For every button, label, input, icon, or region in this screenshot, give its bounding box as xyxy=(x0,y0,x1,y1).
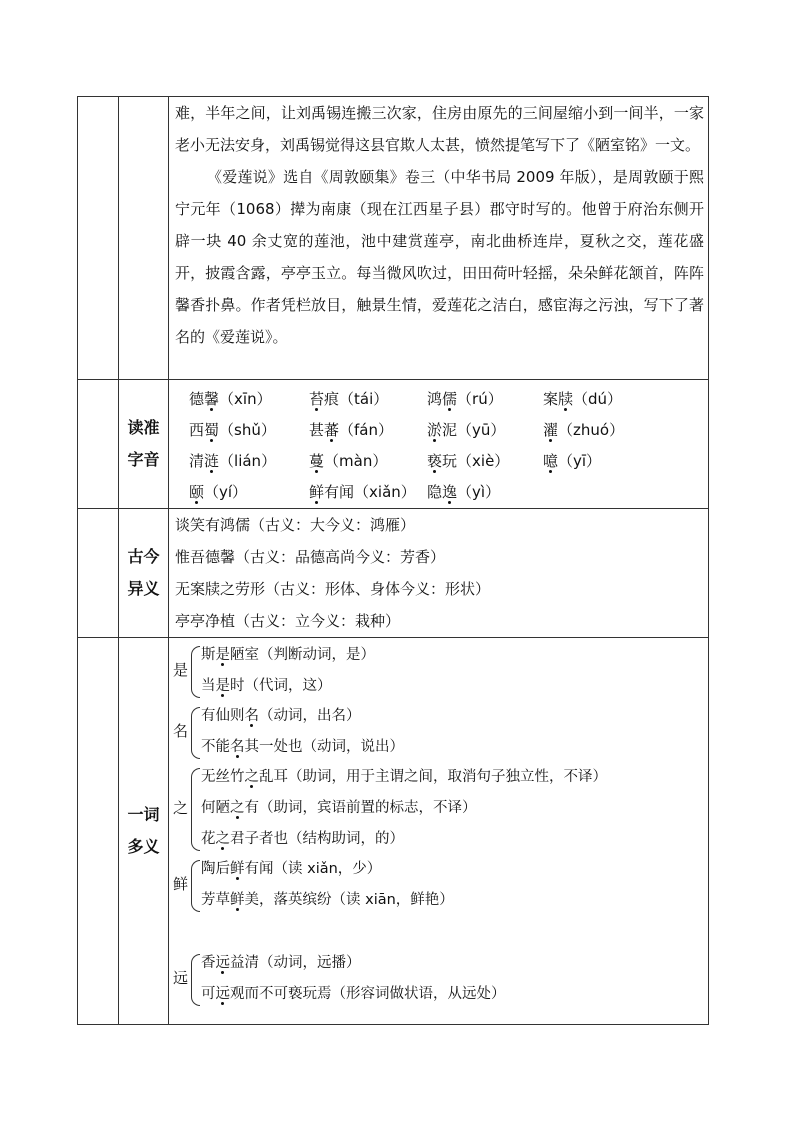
pronunciation-item: 濯（zhuó） xyxy=(543,421,625,439)
pinyin: （rú） xyxy=(457,390,503,408)
pronunciation-item: 颐（yí） xyxy=(189,483,248,501)
ancient-modern-row xyxy=(78,509,709,638)
polysemy-entry: 有仙则名（动词，出名） xyxy=(201,708,361,724)
polysemy-entry: 不能名其一处也（动词，说出） xyxy=(201,739,404,755)
polysemy-label: 一词 多义 xyxy=(119,638,169,1025)
brace-bracket xyxy=(191,707,200,759)
brace-bracket xyxy=(191,646,200,698)
background-paragraph: 难，半年之间，让刘禹锡连搬三次家，住房由原先的三间屋缩小到一间半，一家老小无法安身，刘禹锡觉得这县官欺人太甚，愤然提笔写下了《陋室铭》一文。 xyxy=(175,104,704,154)
blank-cell xyxy=(78,380,119,509)
background-row xyxy=(78,97,709,380)
ancient-modern-item: 亭亭净植（古义：立今义：栽种） xyxy=(175,612,401,630)
pronunciation-item: 鲜有闻（xiǎn） xyxy=(309,483,416,501)
polysemy-char: 鲜 xyxy=(173,875,189,893)
polysemy-entry: 芳草鲜美，落英缤纷（读 xiān，鲜艳） xyxy=(201,892,454,908)
polysemy-char: 远 xyxy=(173,969,189,987)
pinyin: （fán） xyxy=(339,421,394,439)
ancient-modern-cell xyxy=(169,509,709,638)
blank-label-cell xyxy=(119,97,169,380)
background-text-cell xyxy=(169,97,709,380)
pronunciation-row xyxy=(78,380,709,509)
blank-cell xyxy=(78,638,119,1025)
pronunciation-label: 读准 字音 xyxy=(119,380,169,509)
pinyin: （shǔ） xyxy=(219,421,276,439)
pronunciation-item: 蔓（màn） xyxy=(309,452,388,470)
pinyin: （yū） xyxy=(457,421,506,439)
pronunciation-item: 亵玩（xiè） xyxy=(427,452,510,470)
lesson-table xyxy=(77,96,709,1025)
pinyin: （xīn） xyxy=(219,390,272,408)
pronunciation-item: 苔痕（tái） xyxy=(309,390,389,408)
pronunciation-grid xyxy=(169,380,708,508)
pinyin: （zhuó） xyxy=(558,421,625,439)
polysemy-entry: 花之君子者也（结构助词，的） xyxy=(201,831,404,847)
polysemy-cell xyxy=(169,638,709,1025)
pinyin: （xiè） xyxy=(457,452,510,470)
polysemy-entry: 陶后鲜有闻（读 xiǎn，少） xyxy=(201,861,382,877)
blank-cell xyxy=(78,509,119,638)
ancient-modern-item: 谈笑有鸿儒（古义：大今义：鸿雁） xyxy=(175,516,416,534)
background-paragraph: 《爱莲说》选自《周敦颐集》卷三（中华书局 2009 年版），是周敦颐于熙宁元年（1068）撵为南康（现在江西星子县）郡守时写的。他曾于府治东侧开辟一块 40 余丈宽的莲池，池中建赏莲亭，南北曲桥连岸，夏秋之交，莲花盛开，披霞含露，亭亭玉立。每当微风吹过，田田荷叶轻摇，朵朵鲜花颔首，阵阵馨香扑鼻。作者凭栏放目，触景生情，爱莲花之洁白，感宦海之污浊，写下了著名的《爱莲说》。 xyxy=(175,168,704,346)
pronunciation-item: 案牍（dú） xyxy=(543,390,623,408)
pinyin: （dú） xyxy=(573,390,623,408)
polysemy-entry: 无丝竹之乱耳（助词，用于主谓之间，取消句子独立性，不译） xyxy=(201,769,607,785)
ancient-modern-item: 惟吾德馨（古义：品德高尚今义：芳香） xyxy=(175,548,446,566)
polysemy-row xyxy=(78,638,709,1025)
polysemy-entry: 斯是陋室（判断动词，是） xyxy=(201,647,375,663)
pinyin: （yì） xyxy=(457,483,501,501)
pinyin: （yī） xyxy=(558,452,602,470)
ancient-modern-item: 无案牍之劳形（古义：形体、身体今义：形状） xyxy=(175,580,491,598)
polysemy-entry: 可远观而不可亵玩焉（形容词做状语，从远处） xyxy=(201,986,506,1002)
ancient-modern-label: 古今 异义 xyxy=(119,509,169,638)
brace-bracket xyxy=(191,860,200,912)
polysemy-char: 是 xyxy=(173,661,189,679)
pinyin: （yí） xyxy=(204,483,248,501)
pronunciation-item: 隐逸（yì） xyxy=(427,483,501,501)
pronunciation-item: 德馨（xīn） xyxy=(189,390,272,408)
pinyin: （lián） xyxy=(219,452,277,470)
brace-bracket xyxy=(191,768,200,851)
polysemy-char: 之 xyxy=(173,798,189,817)
pronunciation-cell xyxy=(169,380,709,509)
pronunciation-item: 清涟（lián） xyxy=(189,452,277,470)
pronunciation-item: 鸿儒（rú） xyxy=(427,390,503,408)
pronunciation-item: 淤泥（yū） xyxy=(427,421,506,439)
polysemy-char: 名 xyxy=(173,722,189,740)
blank-cell xyxy=(78,97,119,380)
polysemy-entry: 何陋之有（助词，宾语前置的标志，不译） xyxy=(201,800,477,816)
pronunciation-item: 甚蕃（fán） xyxy=(309,421,394,439)
polysemy-entry: 当是时（代词，这） xyxy=(201,678,332,694)
pronunciation-item: 西蜀（shǔ） xyxy=(189,421,276,439)
pinyin: （tái） xyxy=(339,390,389,408)
brace-bracket xyxy=(191,954,200,1006)
pinyin: （màn） xyxy=(324,452,388,470)
polysemy-entry: 香远益清（动词，远播） xyxy=(201,955,361,971)
pinyin: （xiǎn） xyxy=(354,483,416,501)
pronunciation-item: 噫（yī） xyxy=(543,452,602,470)
